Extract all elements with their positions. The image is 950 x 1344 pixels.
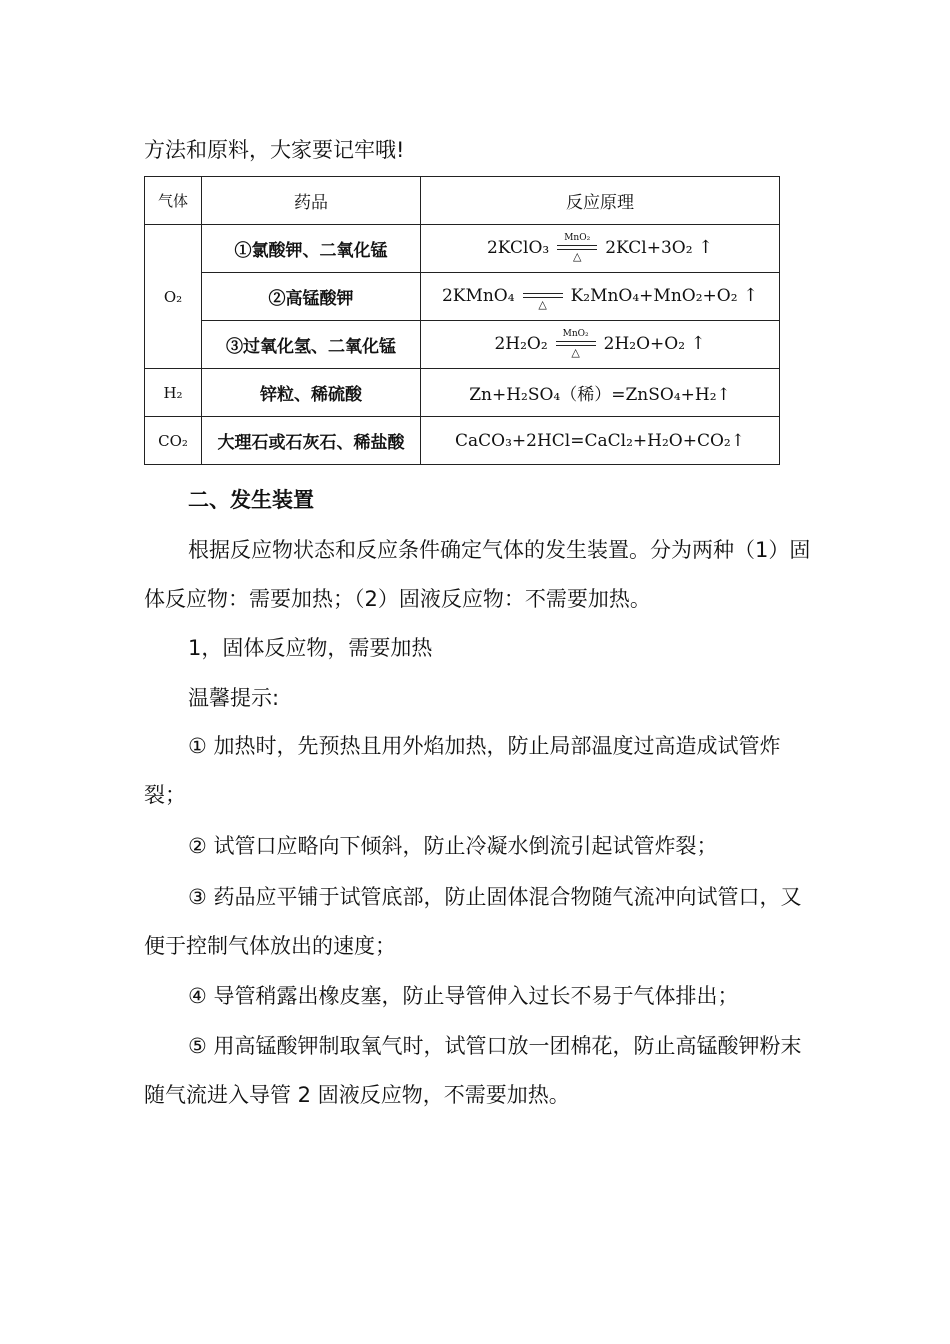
table-row <box>145 273 780 321</box>
tip-item: ② 试管口应略向下倾斜，防止冷凝水倒流引起试管炸裂； <box>188 834 718 858</box>
equation-cell: Zn+H₂SO₄（稀）=ZnSO₄+H₂↑ <box>421 369 780 417</box>
tip-item: ④ 导管稍露出橡皮塞，防止导管伸入过长不易于气体排出； <box>188 984 739 1008</box>
gas-arrow-icon: ↑ <box>742 285 759 306</box>
gas-arrow-icon: ↑ <box>690 333 706 354</box>
reagent-cell: 锌粒、稀硫酸 <box>202 369 421 417</box>
header-reaction: 反应原理 <box>421 177 780 225</box>
reagent-cell: ①氯酸钾、二氧化锰 <box>202 225 421 273</box>
equation-cell: CaCO₃+2HCl=CaCl₂+H₂O+CO₂↑ <box>421 417 780 465</box>
header-reagent: 药品 <box>202 177 421 225</box>
gas-preparation-table <box>144 176 780 465</box>
header-gas: 气体 <box>145 177 202 225</box>
table-row <box>145 417 780 465</box>
reaction-condition <box>556 330 596 359</box>
heat-symbol: △ <box>538 298 547 311</box>
tip-item: ⑤ 用高锰酸钾制取氧气时，试管口放一团棉花，防止高锰酸钾粉末随气流进入导管 2 固液反应物，不需要加热。 <box>144 1034 802 1107</box>
reaction-condition <box>557 234 597 263</box>
equation-rhs: 2H₂O+O₂ <box>603 334 686 354</box>
catalyst-label <box>523 282 563 293</box>
paragraph: 根据反应物状态和反应条件确定气体的发生装置。分为两种（1）固体反应物：需要加热；（2）固液反应物：不需要加热。 <box>144 538 811 611</box>
equation-cell <box>421 321 780 369</box>
gas-arrow-icon: ↑ <box>697 237 714 258</box>
catalyst-label: MnO₂ <box>564 233 591 243</box>
intro-text: 方法和原料，大家要记牢哦! <box>144 138 405 162</box>
table-row <box>145 369 780 417</box>
reaction-condition <box>523 282 563 311</box>
table-row <box>145 321 780 369</box>
gas-cell-h2: H₂ <box>145 369 202 417</box>
reagent-cell: ③过氧化氢、二氧化锰 <box>202 321 421 369</box>
equation-cell <box>421 273 780 321</box>
reagent-cell: ②高锰酸钾 <box>202 273 421 321</box>
catalyst-label: MnO₂ <box>562 329 589 339</box>
tip-item: ① 加热时，先预热且用外焰加热，防止局部温度过高造成试管炸裂； <box>144 734 781 807</box>
subheading: 1，固体反应物，需要加热 <box>188 636 433 660</box>
heat-symbol: △ <box>571 346 580 359</box>
table-row <box>145 225 780 273</box>
equation-lhs: 2H₂O₂ <box>494 334 548 354</box>
equation-rhs: K₂MnO₄+MnO₂+O₂ <box>570 286 738 306</box>
gas-cell-co2: CO₂ <box>145 417 202 465</box>
gas-cell-o2: O₂ <box>145 225 202 369</box>
heat-symbol: △ <box>572 250 582 263</box>
tips-label: 温馨提示: <box>188 686 280 710</box>
equation-lhs: 2KClO₃ <box>486 238 550 258</box>
section-heading: 二、发生装置 <box>188 488 314 512</box>
tip-item: ③ 药品应平铺于试管底部，防止固体混合物随气流冲向试管口，又便于控制气体放出的速度； <box>144 885 802 958</box>
equation-lhs: 2KMnO₄ <box>441 286 515 306</box>
equation-rhs: 2KCl+3O₂ <box>605 238 693 258</box>
equation-cell <box>421 225 780 273</box>
table-header-row <box>145 177 780 225</box>
reagent-cell: 大理石或石灰石、稀盐酸 <box>202 417 421 465</box>
